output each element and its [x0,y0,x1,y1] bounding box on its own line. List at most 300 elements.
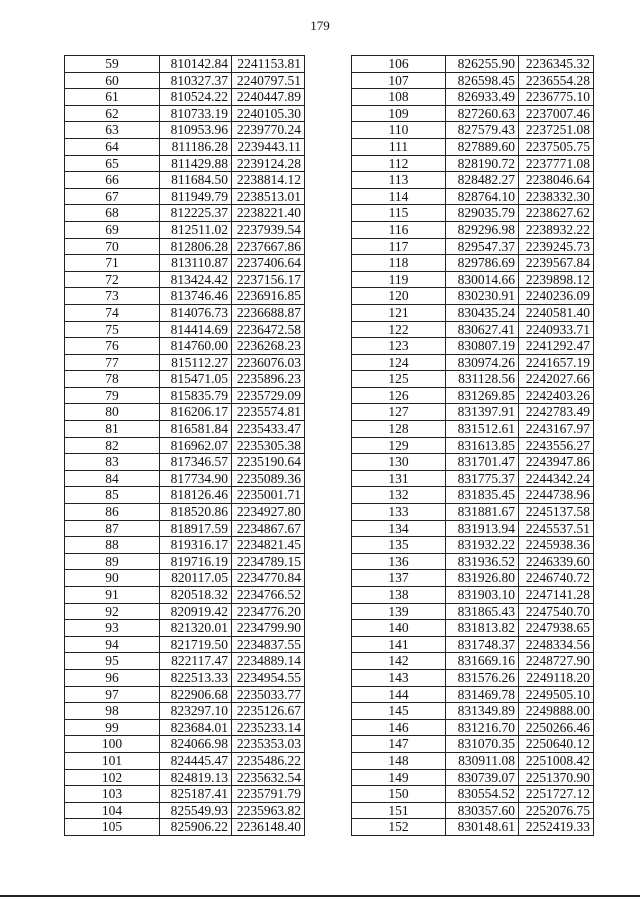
y-coordinate-cell: 2243167.97 [519,421,594,438]
x-coordinate-cell: 810142.84 [160,56,232,73]
y-coordinate-cell: 2235033.77 [232,686,305,703]
point-number-cell: 105 [65,819,160,836]
x-coordinate-cell: 816581.84 [160,421,232,438]
point-number-cell: 134 [352,520,446,537]
y-coordinate-cell: 2237007.46 [519,105,594,122]
y-coordinate-cell: 2234889.14 [232,653,305,670]
y-coordinate-cell: 2239245.73 [519,238,594,255]
table-row [65,155,305,172]
y-coordinate-cell: 2238513.01 [232,188,305,205]
point-number-cell: 129 [352,437,446,454]
table-row [65,719,305,736]
y-coordinate-cell: 2237406.64 [232,255,305,272]
y-coordinate-cell: 2240933.71 [519,321,594,338]
y-coordinate-cell: 2235729.09 [232,387,305,404]
x-coordinate-cell: 831070.35 [446,736,519,753]
x-coordinate-cell: 829547.37 [446,238,519,255]
table-row [352,487,594,504]
y-coordinate-cell: 2235433.47 [232,421,305,438]
x-coordinate-cell: 819316.17 [160,537,232,554]
point-number-cell: 125 [352,371,446,388]
table-row [65,321,305,338]
x-coordinate-cell: 818126.46 [160,487,232,504]
x-coordinate-cell: 810953.96 [160,122,232,139]
point-number-cell: 120 [352,288,446,305]
x-coordinate-cell: 817346.57 [160,454,232,471]
point-number-cell: 135 [352,537,446,554]
y-coordinate-cell: 2244738.96 [519,487,594,504]
y-coordinate-cell: 2234799.90 [232,620,305,637]
table-row [65,454,305,471]
point-number-cell: 81 [65,421,160,438]
x-coordinate-cell: 826933.49 [446,89,519,106]
point-number-cell: 112 [352,155,446,172]
y-coordinate-cell: 2251008.42 [519,752,594,769]
x-coordinate-cell: 825187.41 [160,786,232,803]
point-number-cell: 122 [352,321,446,338]
table-row [65,89,305,106]
table-row [65,570,305,587]
point-number-cell: 106 [352,56,446,73]
point-number-cell: 87 [65,520,160,537]
x-coordinate-cell: 812806.28 [160,238,232,255]
x-coordinate-cell: 816206.17 [160,404,232,421]
table-row [65,338,305,355]
point-number-cell: 91 [65,587,160,604]
table-row [352,454,594,471]
y-coordinate-cell: 2234954.55 [232,669,305,686]
point-number-cell: 102 [65,769,160,786]
table-row [352,620,594,637]
point-number-cell: 143 [352,669,446,686]
table-row [65,786,305,803]
y-coordinate-cell: 2251727.12 [519,786,594,803]
point-number-cell: 147 [352,736,446,753]
point-number-cell: 68 [65,205,160,222]
table-row [352,504,594,521]
y-coordinate-cell: 2246740.72 [519,570,594,587]
point-number-cell: 79 [65,387,160,404]
table-row [65,703,305,720]
y-coordinate-cell: 2234837.55 [232,636,305,653]
point-number-cell: 83 [65,454,160,471]
point-number-cell: 116 [352,221,446,238]
y-coordinate-cell: 2244342.24 [519,470,594,487]
y-coordinate-cell: 2236268.23 [232,338,305,355]
y-coordinate-cell: 2234821.45 [232,537,305,554]
x-coordinate-cell: 822117.47 [160,653,232,670]
point-number-cell: 66 [65,172,160,189]
x-coordinate-cell: 831865.43 [446,603,519,620]
y-coordinate-cell: 2234776.20 [232,603,305,620]
x-coordinate-cell: 814414.69 [160,321,232,338]
y-coordinate-cell: 2247141.28 [519,587,594,604]
table-row [352,387,594,404]
table-row [65,686,305,703]
y-coordinate-cell: 2234867.67 [232,520,305,537]
y-coordinate-cell: 2235486.22 [232,752,305,769]
y-coordinate-cell: 2237667.86 [232,238,305,255]
table-row [65,437,305,454]
table-row [65,404,305,421]
y-coordinate-cell: 2249505.10 [519,686,594,703]
table-row [65,769,305,786]
y-coordinate-cell: 2241657.19 [519,354,594,371]
point-number-cell: 104 [65,802,160,819]
point-number-cell: 115 [352,205,446,222]
table-row [352,138,594,155]
x-coordinate-cell: 821320.01 [160,620,232,637]
y-coordinate-cell: 2236554.28 [519,72,594,89]
point-number-cell: 69 [65,221,160,238]
y-coordinate-cell: 2250640.12 [519,736,594,753]
table-row [65,255,305,272]
point-number-cell: 124 [352,354,446,371]
table-row [352,105,594,122]
point-number-cell: 96 [65,669,160,686]
x-coordinate-cell: 820919.42 [160,603,232,620]
point-number-cell: 133 [352,504,446,521]
x-coordinate-cell: 827889.60 [446,138,519,155]
y-coordinate-cell: 2235791.79 [232,786,305,803]
table-row [352,470,594,487]
table-row [65,669,305,686]
table-row [352,321,594,338]
y-coordinate-cell: 2236916.85 [232,288,305,305]
point-number-cell: 60 [65,72,160,89]
x-coordinate-cell: 810327.37 [160,72,232,89]
x-coordinate-cell: 816962.07 [160,437,232,454]
table-row [65,603,305,620]
y-coordinate-cell: 2246339.60 [519,553,594,570]
page-bottom-rule [0,895,640,897]
point-number-cell: 99 [65,719,160,736]
table-row [352,72,594,89]
point-number-cell: 90 [65,570,160,587]
table-row [65,56,305,73]
x-coordinate-cell: 831128.56 [446,371,519,388]
table-row [352,570,594,587]
table-row [352,89,594,106]
point-number-cell: 80 [65,404,160,421]
point-number-cell: 146 [352,719,446,736]
x-coordinate-cell: 830014.66 [446,271,519,288]
table-row [65,819,305,836]
table-row [352,819,594,836]
table-row [65,587,305,604]
y-coordinate-cell: 2242403.26 [519,387,594,404]
y-coordinate-cell: 2247938.65 [519,620,594,637]
point-number-cell: 123 [352,338,446,355]
x-coordinate-cell: 824819.13 [160,769,232,786]
x-coordinate-cell: 830911.08 [446,752,519,769]
x-coordinate-cell: 828764.10 [446,188,519,205]
x-coordinate-cell: 812511.02 [160,221,232,238]
table-row [65,221,305,238]
x-coordinate-cell: 822513.33 [160,669,232,686]
table-row [352,155,594,172]
table-row [352,703,594,720]
y-coordinate-cell: 2239770.24 [232,122,305,139]
y-coordinate-cell: 2243556.27 [519,437,594,454]
y-coordinate-cell: 2235963.82 [232,802,305,819]
table-row [65,205,305,222]
y-coordinate-cell: 2238221.40 [232,205,305,222]
point-number-cell: 132 [352,487,446,504]
y-coordinate-cell: 2248727.90 [519,653,594,670]
point-number-cell: 74 [65,304,160,321]
point-number-cell: 76 [65,338,160,355]
point-number-cell: 144 [352,686,446,703]
coordinates-table-left [64,55,305,836]
x-coordinate-cell: 830627.41 [446,321,519,338]
point-number-cell: 71 [65,255,160,272]
x-coordinate-cell: 831669.16 [446,653,519,670]
y-coordinate-cell: 2250266.46 [519,719,594,736]
point-number-cell: 137 [352,570,446,587]
y-coordinate-cell: 2235001.71 [232,487,305,504]
point-number-cell: 130 [352,454,446,471]
point-number-cell: 107 [352,72,446,89]
y-coordinate-cell: 2237156.17 [232,271,305,288]
table-row [352,354,594,371]
coordinates-table-right-body [352,56,594,836]
y-coordinate-cell: 2237771.08 [519,155,594,172]
table-row [65,653,305,670]
table-row [352,587,594,604]
point-number-cell: 89 [65,553,160,570]
x-coordinate-cell: 825549.93 [160,802,232,819]
x-coordinate-cell: 831835.45 [446,487,519,504]
table-row [352,122,594,139]
x-coordinate-cell: 822906.68 [160,686,232,703]
x-coordinate-cell: 830435.24 [446,304,519,321]
table-row [352,271,594,288]
table-row [352,288,594,305]
x-coordinate-cell: 813746.46 [160,288,232,305]
x-coordinate-cell: 831397.91 [446,404,519,421]
point-number-cell: 84 [65,470,160,487]
x-coordinate-cell: 830974.26 [446,354,519,371]
y-coordinate-cell: 2238332.30 [519,188,594,205]
y-coordinate-cell: 2234770.84 [232,570,305,587]
point-number-cell: 110 [352,122,446,139]
table-row [65,138,305,155]
point-number-cell: 152 [352,819,446,836]
table-row [65,122,305,139]
y-coordinate-cell: 2235190.64 [232,454,305,471]
y-coordinate-cell: 2238046.64 [519,172,594,189]
point-number-cell: 148 [352,752,446,769]
x-coordinate-cell: 823684.01 [160,719,232,736]
y-coordinate-cell: 2236148.40 [232,819,305,836]
y-coordinate-cell: 2235233.14 [232,719,305,736]
point-number-cell: 86 [65,504,160,521]
table-row [352,421,594,438]
x-coordinate-cell: 811684.50 [160,172,232,189]
y-coordinate-cell: 2243947.86 [519,454,594,471]
point-number-cell: 59 [65,56,160,73]
x-coordinate-cell: 831926.80 [446,570,519,587]
point-number-cell: 73 [65,288,160,305]
point-number-cell: 85 [65,487,160,504]
point-number-cell: 142 [352,653,446,670]
table-row [65,553,305,570]
table-row [352,636,594,653]
x-coordinate-cell: 829786.69 [446,255,519,272]
y-coordinate-cell: 2239124.28 [232,155,305,172]
y-coordinate-cell: 2236472.58 [232,321,305,338]
x-coordinate-cell: 830148.61 [446,819,519,836]
table-row [65,537,305,554]
x-coordinate-cell: 812225.37 [160,205,232,222]
x-coordinate-cell: 813424.42 [160,271,232,288]
table-row [352,371,594,388]
point-number-cell: 62 [65,105,160,122]
x-coordinate-cell: 815112.27 [160,354,232,371]
point-number-cell: 145 [352,703,446,720]
x-coordinate-cell: 831813.82 [446,620,519,637]
table-row [352,769,594,786]
table-row [65,188,305,205]
x-coordinate-cell: 830807.19 [446,338,519,355]
y-coordinate-cell: 2240447.89 [232,89,305,106]
y-coordinate-cell: 2237939.54 [232,221,305,238]
point-number-cell: 82 [65,437,160,454]
point-number-cell: 139 [352,603,446,620]
x-coordinate-cell: 811429.88 [160,155,232,172]
table-row [65,172,305,189]
x-coordinate-cell: 831748.37 [446,636,519,653]
table-row [65,752,305,769]
point-number-cell: 113 [352,172,446,189]
point-number-cell: 103 [65,786,160,803]
table-row [65,520,305,537]
y-coordinate-cell: 2236076.03 [232,354,305,371]
y-coordinate-cell: 2236688.87 [232,304,305,321]
table-row [352,786,594,803]
x-coordinate-cell: 817734.90 [160,470,232,487]
table-row [352,802,594,819]
point-number-cell: 121 [352,304,446,321]
table-row [352,719,594,736]
x-coordinate-cell: 830357.60 [446,802,519,819]
point-number-cell: 75 [65,321,160,338]
point-number-cell: 95 [65,653,160,670]
point-number-cell: 93 [65,620,160,637]
x-coordinate-cell: 831936.52 [446,553,519,570]
x-coordinate-cell: 831469.78 [446,686,519,703]
point-number-cell: 63 [65,122,160,139]
y-coordinate-cell: 2235632.54 [232,769,305,786]
y-coordinate-cell: 2251370.90 [519,769,594,786]
point-number-cell: 64 [65,138,160,155]
y-coordinate-cell: 2252076.75 [519,802,594,819]
point-number-cell: 88 [65,537,160,554]
point-number-cell: 108 [352,89,446,106]
y-coordinate-cell: 2237505.75 [519,138,594,155]
y-coordinate-cell: 2242783.49 [519,404,594,421]
x-coordinate-cell: 829035.79 [446,205,519,222]
y-coordinate-cell: 2237251.08 [519,122,594,139]
table-row [65,504,305,521]
page-number: 179 [310,18,330,33]
table-row [65,288,305,305]
point-number-cell: 70 [65,238,160,255]
x-coordinate-cell: 831216.70 [446,719,519,736]
x-coordinate-cell: 831269.85 [446,387,519,404]
point-number-cell: 100 [65,736,160,753]
x-coordinate-cell: 818917.59 [160,520,232,537]
y-coordinate-cell: 2236345.32 [519,56,594,73]
table-row [352,338,594,355]
table-row [352,188,594,205]
point-number-cell: 151 [352,802,446,819]
y-coordinate-cell: 2249888.00 [519,703,594,720]
x-coordinate-cell: 813110.87 [160,255,232,272]
table-row [65,487,305,504]
table-row [352,653,594,670]
table-row [65,802,305,819]
x-coordinate-cell: 819716.19 [160,553,232,570]
table-row [352,172,594,189]
y-coordinate-cell: 2234766.52 [232,587,305,604]
x-coordinate-cell: 810524.22 [160,89,232,106]
table-row [65,387,305,404]
table-row [352,686,594,703]
x-coordinate-cell: 828482.27 [446,172,519,189]
x-coordinate-cell: 811949.79 [160,188,232,205]
y-coordinate-cell: 2240105.30 [232,105,305,122]
point-number-cell: 97 [65,686,160,703]
table-row [65,421,305,438]
point-number-cell: 117 [352,238,446,255]
y-coordinate-cell: 2241292.47 [519,338,594,355]
x-coordinate-cell: 827260.63 [446,105,519,122]
y-coordinate-cell: 2240581.40 [519,304,594,321]
x-coordinate-cell: 814076.73 [160,304,232,321]
table-row [352,221,594,238]
x-coordinate-cell: 830230.91 [446,288,519,305]
y-coordinate-cell: 2241153.81 [232,56,305,73]
table-row [65,371,305,388]
x-coordinate-cell: 815471.05 [160,371,232,388]
y-coordinate-cell: 2234927.80 [232,504,305,521]
table-row [65,304,305,321]
x-coordinate-cell: 828190.72 [446,155,519,172]
y-coordinate-cell: 2235353.03 [232,736,305,753]
point-number-cell: 67 [65,188,160,205]
table-row [352,255,594,272]
coordinates-table-left-body [65,56,305,836]
x-coordinate-cell: 831903.10 [446,587,519,604]
y-coordinate-cell: 2239898.12 [519,271,594,288]
y-coordinate-cell: 2235574.81 [232,404,305,421]
table-row [65,238,305,255]
x-coordinate-cell: 831349.89 [446,703,519,720]
point-number-cell: 136 [352,553,446,570]
x-coordinate-cell: 811186.28 [160,138,232,155]
coordinates-table-right [351,55,594,836]
y-coordinate-cell: 2238627.62 [519,205,594,222]
x-coordinate-cell: 824066.98 [160,736,232,753]
table-row [352,736,594,753]
table-row [65,470,305,487]
table-row [352,520,594,537]
table-row [65,354,305,371]
point-number-cell: 98 [65,703,160,720]
table-row [65,72,305,89]
